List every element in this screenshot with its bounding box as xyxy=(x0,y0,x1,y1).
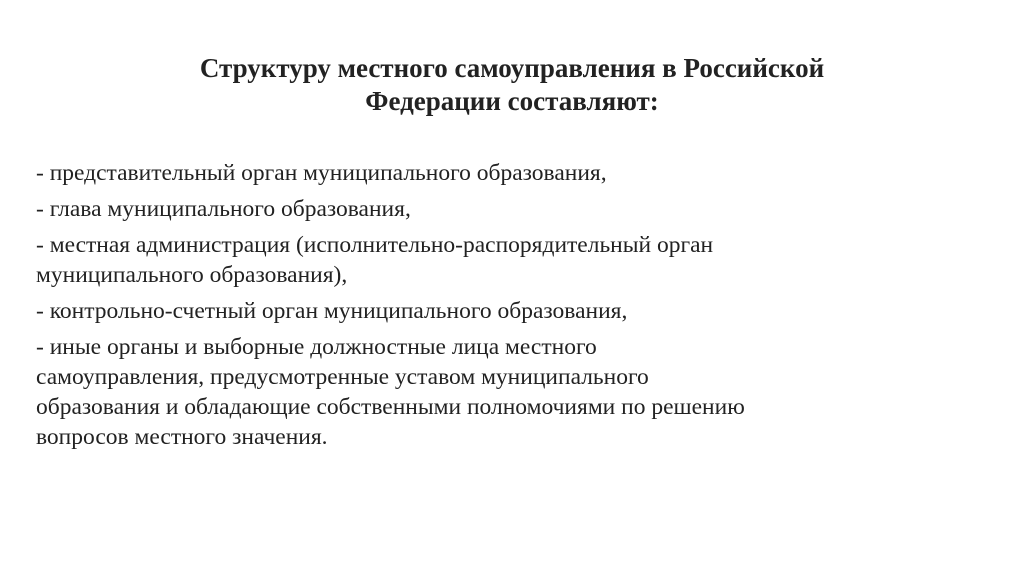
list-item xyxy=(36,296,996,326)
list-item-line: самоуправления, предусмотренные уставом муниципального xyxy=(36,364,649,390)
list-item xyxy=(36,230,996,290)
list-item-line: вопросов местного значения. xyxy=(36,424,328,450)
list-item-line: - контрольно-счетный орган муниципального образования, xyxy=(36,298,628,324)
slide-title-line: Федерации составляют: xyxy=(365,86,659,116)
list-item xyxy=(36,332,996,452)
list-item-line: - представительный орган муниципального образования, xyxy=(36,160,607,186)
list-item-line: образования и обладающие собственными полномочиями по решению xyxy=(36,394,745,420)
slide-title xyxy=(60,52,964,118)
list-item xyxy=(36,158,996,188)
structure-list xyxy=(36,158,996,458)
list-item xyxy=(36,194,996,224)
list-item-line: - иные органы и выборные должностные лица местного xyxy=(36,334,597,360)
list-item-line: - местная администрация (исполнительно-распорядительный орган xyxy=(36,232,714,258)
list-item-line: - глава муниципального образования, xyxy=(36,196,411,222)
slide-title-line: Структуру местного самоуправления в Российской xyxy=(199,53,825,83)
list-item-line: муниципального образования), xyxy=(36,262,348,288)
